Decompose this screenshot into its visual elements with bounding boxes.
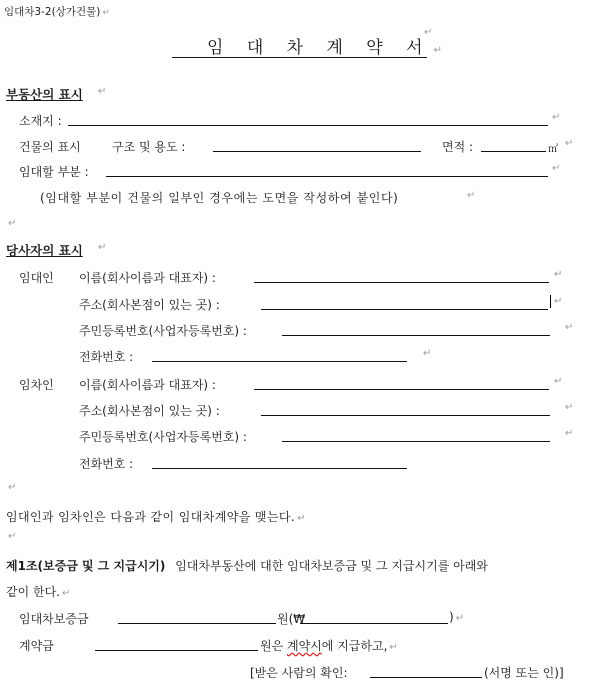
lessor-phone-field[interactable] xyxy=(152,361,407,362)
lessee-name-label: 이름(회사이름과 대표자) : xyxy=(79,378,216,392)
paragraph-mark: ↵ xyxy=(423,348,432,359)
down-payment-label: 계약금 xyxy=(19,639,54,653)
paragraph-mark: ↵ xyxy=(552,163,561,174)
article1-line2 xyxy=(6,583,70,600)
paragraph-mark: ↵ xyxy=(389,642,398,653)
article1-line1 xyxy=(6,557,488,574)
down-payment-term: 계약시 xyxy=(287,639,322,653)
lessor-name-field[interactable] xyxy=(254,282,549,283)
lessor-phone-label: 전화번호 : xyxy=(79,350,134,364)
paragraph-mark: ↵ xyxy=(554,296,563,307)
paragraph-mark: ↵ xyxy=(433,45,451,56)
deposit-label: 임대차보증금 xyxy=(19,612,89,626)
address-label: 소재지 : xyxy=(19,114,62,128)
lessee-label: 임차인 xyxy=(19,378,54,392)
paragraph-mark: ↵ xyxy=(8,482,17,493)
paragraph-mark: ↵ xyxy=(102,8,110,18)
paragraph-mark: ↵ xyxy=(554,269,563,280)
paragraph-mark: ↵ xyxy=(424,27,433,38)
agreement-sentence xyxy=(6,508,306,525)
paragraph-mark: ↵ xyxy=(98,86,107,97)
paragraph-mark: ↵ xyxy=(8,531,17,542)
down-payment-terms xyxy=(260,637,398,654)
document-title xyxy=(207,33,451,58)
paragraph-mark: ↵ xyxy=(565,322,574,333)
section-heading-property-text: 부동산의 표시 xyxy=(6,87,83,102)
paragraph-mark: ↵ xyxy=(62,588,71,599)
lessee-phone-field[interactable] xyxy=(152,468,407,469)
text-cursor xyxy=(550,295,551,308)
receipt-label: [받은 사람의 확인: xyxy=(250,666,348,680)
structure-field[interactable] xyxy=(213,151,421,152)
leased-part-label: 임대할 부분 : xyxy=(19,165,89,179)
section-heading-parties-text: 당사자의 표시 xyxy=(6,243,83,258)
section-heading-parties xyxy=(6,241,83,259)
area-field[interactable] xyxy=(481,151,546,152)
paragraph-mark: ↵ xyxy=(565,428,574,439)
article1-text-cont: 같이 한다. xyxy=(6,585,60,599)
document-code xyxy=(4,4,110,19)
article1-heading: 제1조(보증금 및 그 지급시기) xyxy=(6,559,166,573)
lessee-id-field[interactable] xyxy=(282,441,550,442)
receipt-sign-note: (서명 또는 인)] xyxy=(484,666,564,680)
deposit-close xyxy=(449,610,464,624)
paragraph-mark: ↵ xyxy=(455,613,465,624)
lessor-address-label: 주소(회사본점이 있는 곳) : xyxy=(79,298,220,312)
down-payment-suffix: 에 지급하고, xyxy=(321,639,388,653)
deposit-close-paren: ) xyxy=(449,610,454,624)
property-note: (임대할 부분이 건물의 일부인 경우에는 도면을 작성하여 붙인다) xyxy=(40,191,399,205)
document-title-text: 임 대 차 계 약 서 xyxy=(207,38,432,58)
down-payment-won: 원은 xyxy=(260,639,284,653)
area-label: 면적 : xyxy=(442,140,474,154)
lessee-phone-label: 전화번호 : xyxy=(79,457,134,471)
deposit-figure-field[interactable] xyxy=(300,623,448,624)
paragraph-mark: ↵ xyxy=(467,190,476,201)
lessor-name-label: 이름(회사이름과 대표자) : xyxy=(79,271,216,285)
lessee-address-field[interactable] xyxy=(261,415,550,416)
lessor-label: 임대인 xyxy=(19,271,54,285)
lessor-id-label: 주민등록번호(사업자등록번호) : xyxy=(79,324,247,338)
leased-part-field[interactable] xyxy=(106,176,548,177)
receipt-signature-field[interactable] xyxy=(370,677,482,678)
paragraph-mark: ↵ xyxy=(98,242,107,253)
lessor-address-field[interactable] xyxy=(261,309,548,310)
agreement-sentence-text: 임대인과 임차인은 다음과 같이 임대차계약을 맺는다. xyxy=(6,510,296,524)
lessee-id-label: 주민등록번호(사업자등록번호) : xyxy=(79,430,247,444)
paragraph-mark: ↵ xyxy=(565,138,574,149)
lessor-id-field[interactable] xyxy=(282,335,550,336)
down-payment-field[interactable] xyxy=(95,650,258,651)
lessee-name-field[interactable] xyxy=(254,389,549,390)
deposit-won-label: 원(₩ xyxy=(277,612,306,626)
document-code-text: 임대차3-2(상가건물) xyxy=(4,6,101,18)
address-field[interactable] xyxy=(68,125,548,126)
deposit-amount-field[interactable] xyxy=(118,623,276,624)
section-heading-property xyxy=(6,85,83,103)
structure-label: 구조 및 용도 : xyxy=(112,140,186,154)
article1-text: 임대차부동산에 대한 임대차보증금 및 그 지급시기를 아래와 xyxy=(175,559,488,573)
paragraph-mark: ↵ xyxy=(554,376,563,387)
paragraph-mark: ↵ xyxy=(552,112,561,123)
building-label: 건물의 표시 xyxy=(19,140,81,154)
paragraph-mark: ↵ xyxy=(297,513,306,524)
paragraph-mark: ↵ xyxy=(8,218,17,229)
title-underline xyxy=(172,57,427,58)
paragraph-mark: ↵ xyxy=(565,402,574,413)
lessee-address-label: 주소(회사본점이 있는 곳) : xyxy=(79,404,220,418)
area-unit: ㎡ xyxy=(548,144,558,155)
